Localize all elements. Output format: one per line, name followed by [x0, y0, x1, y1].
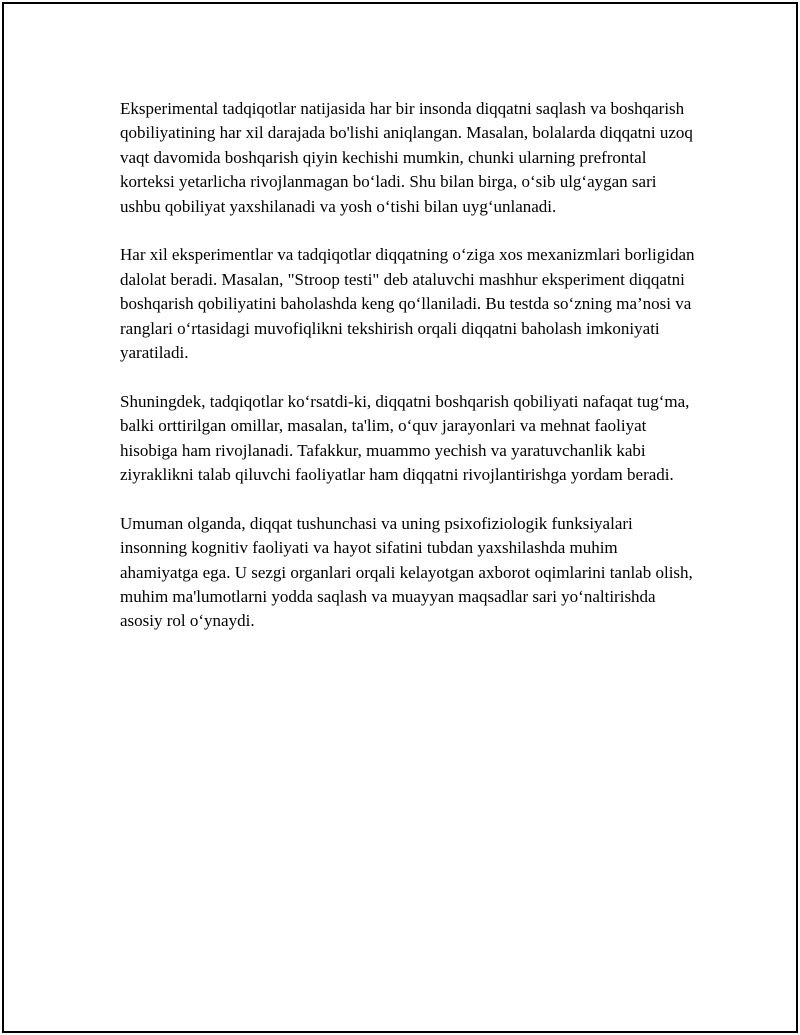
- paragraph-3: Shuningdek, tadqiqotlar ko‘rsatdi-ki, diqqatni boshqarish qobiliyati nafaqat tug‘ma, balki orttirilgan omillar, masalan, ta'lim, o‘quv jarayonlari va mehnat faoliyat hisobiga ham rivojlanadi. Tafakkur, muammo yechish va yaratuvchanlik kabi ziyraklikni talab qiluvchi faoliyatlar ham diqqatni rivojlantirishga yordam beradi.: [120, 391, 690, 485]
- paragraph-4: Umuman olganda, diqqat tushunchasi va uning psixofiziologik funksiyalari insonning kognitiv faoliyati va hayot sifatini tubdan yaxshilashda muhim ahamiyatga ega. U sezgi organlari orqali kelayotgan axborot oqimlarini tanlab olish, muhim ma'lumotlarni yodda saqlash va muayyan maqsadlar sari yo‘naltirishda asosiy rol o‘ynaydi.: [120, 513, 693, 631]
- document-body: [120, 97, 700, 658]
- paragraph-1: Eksperimental tadqiqotlar natijasida har bir insonda diqqatni saqlash va boshqarish qobiliyatining har xil darajada bo'lishi aniqlangan. Masalan, bolalarda diqqatni uzoq vaqt davomida boshqarish qiyin kechishi mumkin, chunki ularning prefrontal korteksi yetarlicha rivojlanmagan bo‘ladi. Shu bilan birga, o‘sib ulg‘aygan sari ushbu qobiliyat yaxshilanadi va yosh o‘tishi bilan uyg‘unlanadi.: [120, 99, 693, 216]
- paragraph-2: Har xil eksperimentlar va tadqiqotlar diqqatning o‘ziga xos mexanizmlari borligidan dalolat beradi. Masalan, "Stroop testi" deb ataluvchi mashhur eksperiment diqqatni boshqarish qobiliyatini baholashda keng qo‘llaniladi. Bu testda so‘zning ma’nosi va ranglari o‘rtasidagi muvofiqlikni tekshirish orqali diqqatni baholash imkoniyati yaratiladi.: [120, 245, 695, 363]
- document-page: [2, 2, 798, 1033]
